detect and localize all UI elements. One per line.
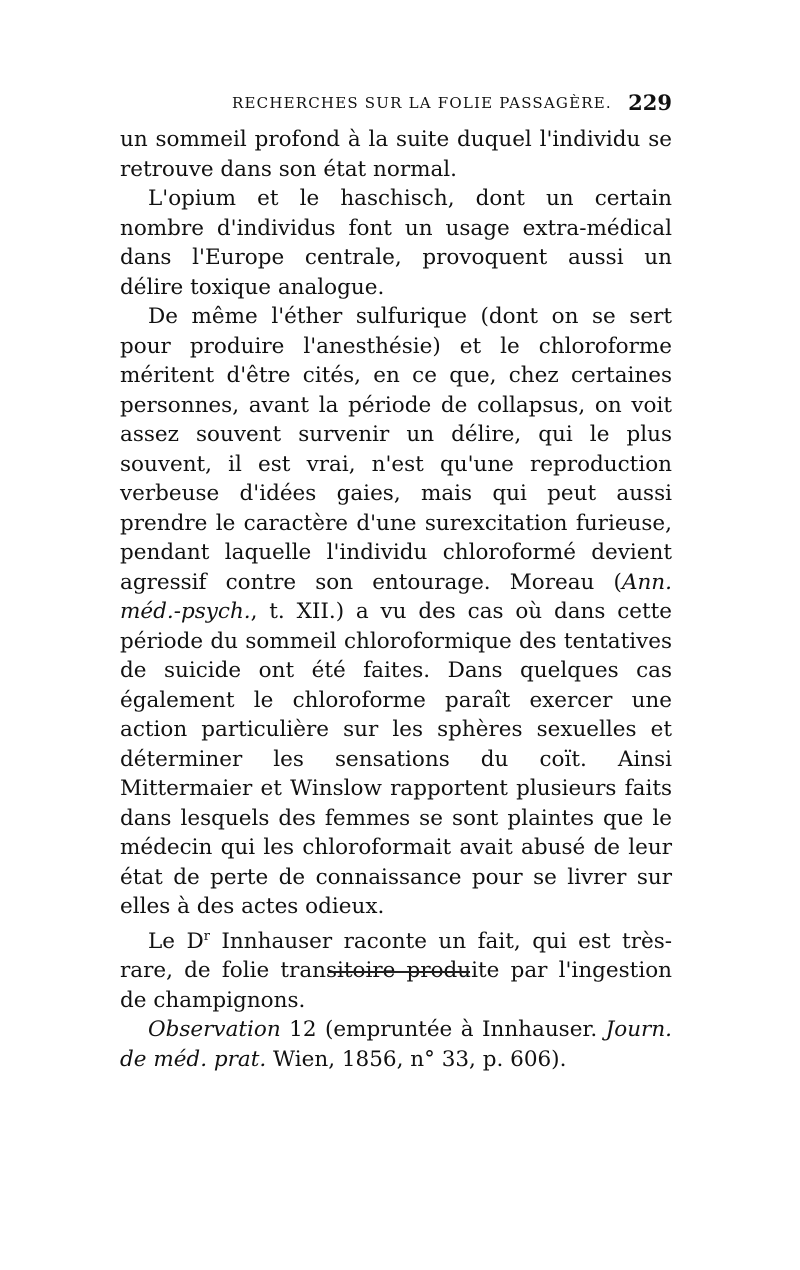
page-number: 229 xyxy=(628,90,672,115)
observation-text: 12 (empruntée à Innhauser. xyxy=(280,1017,606,1043)
journal-title: Journ. de méd. prat. xyxy=(120,1017,672,1072)
paragraph-ether-chloroform xyxy=(120,302,672,922)
citation-title: Ann. méd.-psych. xyxy=(120,569,672,624)
observation-text: Wien, 1856, n° 33, p. 606). xyxy=(266,1046,567,1072)
observation-label: Observation xyxy=(148,1017,281,1043)
paragraph-text: De même l'éther sulfurique (dont on se sert pour produire l'anesthésie) et le chloroforme méritent d'être cités, en ce que, chez certaines personnes, avant la période de collapsus, on voit assez souvent survenir un délire, qui le plus souvent, il est vrai, n'est qu'une reproduction verbeuse d'idées gaies, mais qui peut aussi prendre le caractère d'une surexcitation furieuse, pendant laquelle l'individu chloroformé devient agressif contre son entourage. Moreau ( xyxy=(120,304,672,595)
section-divider xyxy=(328,971,470,973)
paragraph-opium: L'opium et le haschisch, dont un certain nombre d'individus font un usage extra-médical dans l'Europe centrale, provoquent aussi un délire toxique analogue. xyxy=(120,186,672,300)
paragraph-continuation: un sommeil profond à la suite duquel l'individu se retrouve dans son état normal. xyxy=(120,127,672,182)
page-header xyxy=(120,90,672,120)
body-text xyxy=(120,125,672,1074)
paragraph-text: , t. XII.) a vu des cas où dans cette période du sommeil chloroformique des tentatives de suicide ont été faites. Dans quelques cas également le chloroforme paraît exercer une action particulière sur les sphères sexuelles et déterminer les sensations du coït. Ainsi Mittermaier et Winslow rapportent plusieurs faits dans lesquels des femmes se sont plaintes que le médecin qui les chloroformait avait abusé de leur état de perte de connaissance pour se livrer sur elles à des actes odieux. xyxy=(120,599,672,919)
superscript: r xyxy=(203,928,210,944)
paragraph-text: Innhauser raconte un fait, qui est très-rare, de folie transitoire produite par l'ingestion de champignons. xyxy=(120,928,672,1013)
running-title: RECHERCHES SUR LA FOLIE PASSAGÈRE. xyxy=(232,94,612,112)
observation-heading xyxy=(120,1015,672,1074)
paragraph-text: Le D xyxy=(148,928,204,954)
paragraph-innhauser xyxy=(120,922,672,1016)
